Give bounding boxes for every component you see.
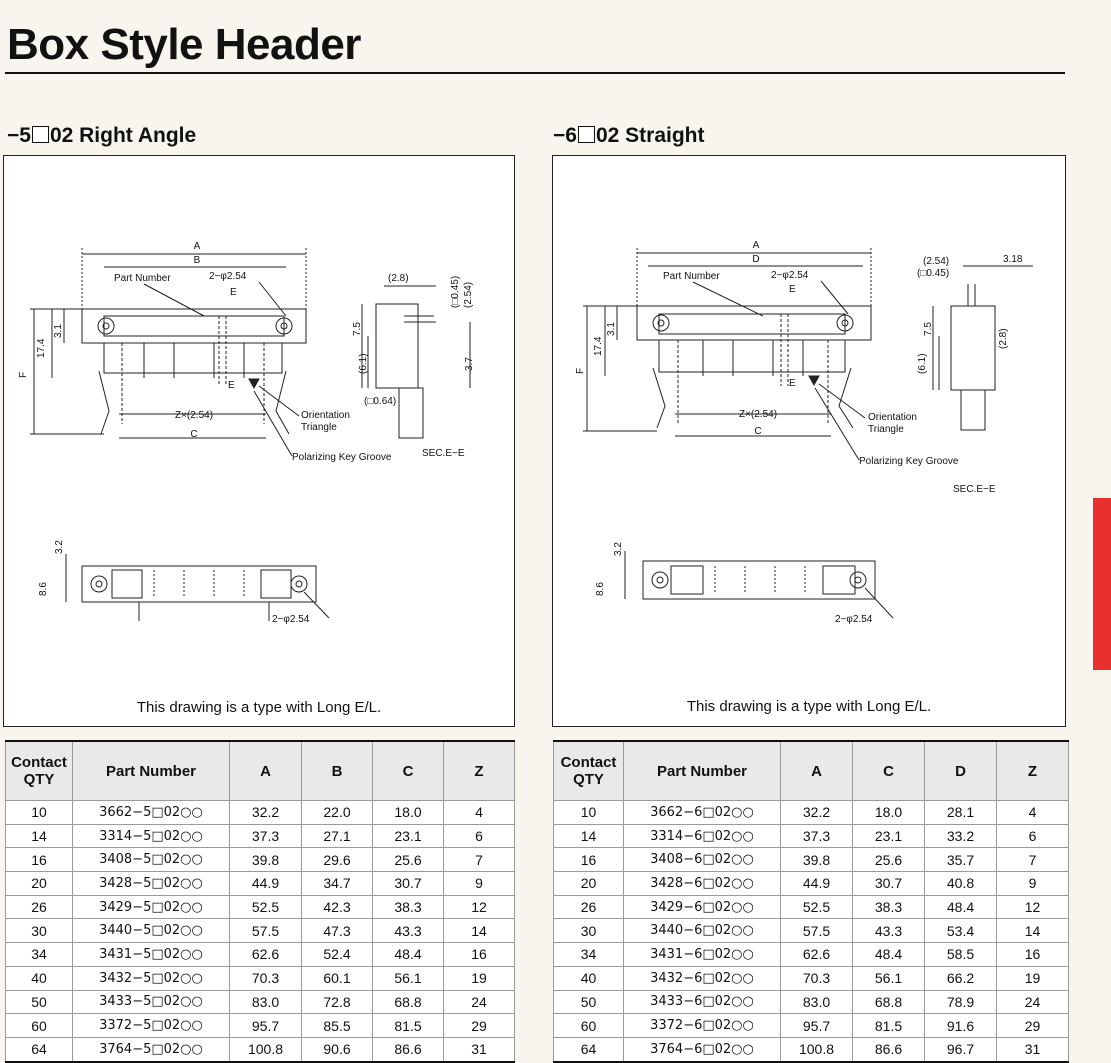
table-cell: 30 xyxy=(554,919,624,943)
table-cell: 38.3 xyxy=(853,895,925,919)
table-row xyxy=(554,990,1069,1014)
table-cell: 24 xyxy=(997,990,1069,1014)
dim-3-2-label: 3.2 xyxy=(613,542,624,556)
right-drawing-note: This drawing is a type with Long E/L. xyxy=(686,698,932,715)
col-header-contact-qty: Contact QTY xyxy=(554,741,624,801)
table-cell: 10 xyxy=(6,801,73,825)
table-cell: 19 xyxy=(997,966,1069,990)
table-cell: 12 xyxy=(997,895,1069,919)
left-section-title xyxy=(7,124,196,148)
table-cell: 70.3 xyxy=(230,966,302,990)
dim-17-4-label: 17.4 xyxy=(593,336,604,356)
table-cell: 18.0 xyxy=(373,801,444,825)
table-cell: 38.3 xyxy=(373,895,444,919)
table-cell: 64 xyxy=(554,1037,624,1061)
table-cell: 9 xyxy=(997,872,1069,896)
hole-callout: 2−φ2.54 xyxy=(771,270,809,281)
col-header-c: C xyxy=(373,741,444,801)
dim-3-1-label: 3.1 xyxy=(606,322,617,336)
table-cell: 60 xyxy=(6,1014,73,1038)
section-label: SEC.E−E xyxy=(953,484,996,495)
table-cell: 30.7 xyxy=(373,872,444,896)
dim-3-1-label: 3.1 xyxy=(53,324,64,338)
left-drawing-note: This drawing is a type with Long E/L. xyxy=(136,699,382,716)
table-cell: 96.7 xyxy=(925,1037,997,1061)
table-cell: 9 xyxy=(444,872,515,896)
table-cell: 12 xyxy=(444,895,515,919)
dim-3-18-label: 3.18 xyxy=(1003,254,1023,265)
table-cell: 40 xyxy=(6,966,73,990)
part-number-cell: 3372−6□02○○ xyxy=(624,1014,781,1038)
table-cell: 42.3 xyxy=(302,895,373,919)
table-cell: 95.7 xyxy=(230,1014,302,1038)
part-number-cell: 3432−6□02○○ xyxy=(624,966,781,990)
table-row xyxy=(6,895,515,919)
table-cell: 83.0 xyxy=(781,990,853,1014)
table-cell: 16 xyxy=(6,848,73,872)
dim-a-label: A xyxy=(752,240,760,251)
table-cell: 57.5 xyxy=(781,919,853,943)
blank-box-icon xyxy=(578,126,595,143)
left-drawing-panel xyxy=(3,155,515,727)
table-row xyxy=(6,990,515,1014)
part-number-cell: 3428−5□02○○ xyxy=(73,872,230,896)
table-row xyxy=(6,1037,515,1061)
part-number-cell: 3429−6□02○○ xyxy=(624,895,781,919)
dim-3-7-label: 3.7 xyxy=(464,357,475,371)
part-number-cell: 3431−6□02○○ xyxy=(624,943,781,967)
table-cell: 32.2 xyxy=(781,801,853,825)
table-cell: 10 xyxy=(554,801,624,825)
part-number-cell: 3433−6□02○○ xyxy=(624,990,781,1014)
triangle-label: Triangle xyxy=(301,422,337,433)
table-cell: 78.9 xyxy=(925,990,997,1014)
part-number-cell: 3314−6□02○○ xyxy=(624,824,781,848)
table-cell: 34 xyxy=(554,943,624,967)
table-cell: 48.4 xyxy=(925,895,997,919)
part-number-cell: 3662−5□02○○ xyxy=(73,801,230,825)
table-row xyxy=(554,895,1069,919)
dim-7-5-label: 7.5 xyxy=(923,322,934,336)
right-title-prefix: −6 xyxy=(553,124,577,147)
table-cell: 90.6 xyxy=(302,1037,373,1061)
table-row xyxy=(6,943,515,967)
table-cell: 40 xyxy=(554,966,624,990)
table-cell: 34.7 xyxy=(302,872,373,896)
part-number-cell: 3372−5□02○○ xyxy=(73,1014,230,1038)
table-cell: 31 xyxy=(997,1037,1069,1061)
part-number-cell: 3764−6□02○○ xyxy=(624,1037,781,1061)
dim-d-label: D xyxy=(752,254,760,265)
table-row xyxy=(554,1037,1069,1061)
table-cell: 31 xyxy=(444,1037,515,1061)
table-cell: 81.5 xyxy=(373,1014,444,1038)
table-cell: 33.2 xyxy=(925,824,997,848)
blank-box-icon xyxy=(32,126,49,143)
table-cell: 6 xyxy=(444,824,515,848)
table-cell: 26 xyxy=(6,895,73,919)
triangle-label: Triangle xyxy=(868,424,904,435)
table-cell: 7 xyxy=(997,848,1069,872)
table-cell: 70.3 xyxy=(781,966,853,990)
hole-callout: 2−φ2.54 xyxy=(209,271,247,282)
dim-2-8-label: (2.8) xyxy=(388,273,409,284)
part-number-cell: 3433−5□02○○ xyxy=(73,990,230,1014)
table-cell: 25.6 xyxy=(853,848,925,872)
table-row xyxy=(554,966,1069,990)
dim-e-label-top: E xyxy=(789,284,796,295)
table-cell: 4 xyxy=(997,801,1069,825)
part-number-cell: 3432−5□02○○ xyxy=(73,966,230,990)
table-cell: 100.8 xyxy=(781,1037,853,1061)
dim-254-label: (2.54) xyxy=(463,281,474,308)
table-row xyxy=(554,943,1069,967)
table-cell: 35.7 xyxy=(925,848,997,872)
left-title-suffix: 02 Right Angle xyxy=(49,124,197,147)
col-header-part-number: Part Number xyxy=(624,741,781,801)
table-cell: 52.5 xyxy=(230,895,302,919)
table-cell: 44.9 xyxy=(781,872,853,896)
table-cell: 64 xyxy=(6,1037,73,1061)
dim-254-label: (2.54) xyxy=(923,256,950,267)
table-cell: 72.8 xyxy=(302,990,373,1014)
dim-7-5-label: 7.5 xyxy=(352,322,363,336)
part-number-cell: 3440−6□02○○ xyxy=(624,919,781,943)
table-cell: 37.3 xyxy=(230,824,302,848)
table-row xyxy=(554,848,1069,872)
table-row xyxy=(6,848,515,872)
dim-064-label: (□0.64) xyxy=(364,396,397,407)
col-header-b: B xyxy=(302,741,373,801)
table-cell: 23.1 xyxy=(853,824,925,848)
table-row xyxy=(554,872,1069,896)
table-cell: 18.0 xyxy=(853,801,925,825)
key-groove-label: Polarizing Key Groove xyxy=(292,452,392,463)
table-cell: 68.8 xyxy=(853,990,925,1014)
dim-a-label: A xyxy=(193,241,201,252)
orientation-label: Orientation xyxy=(868,412,917,423)
table-cell: 60 xyxy=(554,1014,624,1038)
table-cell: 20 xyxy=(6,872,73,896)
table-cell: 16 xyxy=(444,943,515,967)
table-cell: 85.5 xyxy=(302,1014,373,1038)
table-cell: 52.4 xyxy=(302,943,373,967)
table-cell: 68.8 xyxy=(373,990,444,1014)
table-cell: 81.5 xyxy=(853,1014,925,1038)
table-cell: 24 xyxy=(444,990,515,1014)
col-header-a: A xyxy=(781,741,853,801)
dim-045-label: (□0.45) xyxy=(450,275,461,308)
table-cell: 56.1 xyxy=(373,966,444,990)
dim-c-label: C xyxy=(190,429,198,440)
part-number-cell: 3408−5□02○○ xyxy=(73,848,230,872)
table-row xyxy=(6,872,515,896)
table-cell: 57.5 xyxy=(230,919,302,943)
right-drawing-panel xyxy=(552,155,1066,727)
table-cell: 66.2 xyxy=(925,966,997,990)
table-cell: 25.6 xyxy=(373,848,444,872)
col-header-z: Z xyxy=(444,741,515,801)
table-cell: 4 xyxy=(444,801,515,825)
col-header-z: Z xyxy=(997,741,1069,801)
table-row xyxy=(6,919,515,943)
table-cell: 14 xyxy=(554,824,624,848)
table-cell: 16 xyxy=(997,943,1069,967)
table-cell: 50 xyxy=(6,990,73,1014)
table-cell: 34 xyxy=(6,943,73,967)
table-cell: 6 xyxy=(997,824,1069,848)
table-row xyxy=(554,1014,1069,1038)
table-cell: 14 xyxy=(997,919,1069,943)
section-color-tab xyxy=(1093,498,1111,670)
dim-6-1-label: (6.1) xyxy=(358,353,369,374)
table-cell: 48.4 xyxy=(853,943,925,967)
right-angle-drawing xyxy=(4,156,514,726)
bottom-hole-callout: 2−φ2.54 xyxy=(272,614,310,625)
table-cell: 29 xyxy=(997,1014,1069,1038)
col-header-a: A xyxy=(230,741,302,801)
part-number-cell: 3662−6□02○○ xyxy=(624,801,781,825)
dim-b-label: B xyxy=(193,255,201,266)
table-cell: 48.4 xyxy=(373,943,444,967)
table-cell: 27.1 xyxy=(302,824,373,848)
table-cell: 20 xyxy=(554,872,624,896)
part-number-cell: 3314−5□02○○ xyxy=(73,824,230,848)
dim-17-4-label: 17.4 xyxy=(36,338,47,358)
table-cell: 95.7 xyxy=(781,1014,853,1038)
right-angle-spec-table xyxy=(5,740,515,1063)
table-cell: 37.3 xyxy=(781,824,853,848)
part-number-callout: Part Number xyxy=(663,271,720,282)
part-number-cell: 3431−5□02○○ xyxy=(73,943,230,967)
table-cell: 29.6 xyxy=(302,848,373,872)
table-cell: 14 xyxy=(444,919,515,943)
table-cell: 16 xyxy=(554,848,624,872)
col-header-d: D xyxy=(925,741,997,801)
table-cell: 30.7 xyxy=(853,872,925,896)
table-cell: 26 xyxy=(554,895,624,919)
table-cell: 91.6 xyxy=(925,1014,997,1038)
col-header-c: C xyxy=(853,741,925,801)
table-cell: 50 xyxy=(554,990,624,1014)
straight-drawing xyxy=(553,156,1065,726)
table-row xyxy=(6,1014,515,1038)
table-cell: 44.9 xyxy=(230,872,302,896)
table-cell: 86.6 xyxy=(853,1037,925,1061)
dim-8-6-label: 8.6 xyxy=(38,582,49,596)
dim-e-label-top: E xyxy=(230,287,237,298)
right-title-suffix: 02 Straight xyxy=(595,124,705,147)
table-cell: 28.1 xyxy=(925,801,997,825)
table-cell: 60.1 xyxy=(302,966,373,990)
dim-c-label: C xyxy=(754,426,762,437)
left-title-prefix: −5 xyxy=(7,124,31,147)
part-number-cell: 3440−5□02○○ xyxy=(73,919,230,943)
table-row xyxy=(554,824,1069,848)
table-cell: 47.3 xyxy=(302,919,373,943)
dim-3-2-label: 3.2 xyxy=(54,540,65,554)
table-cell: 43.3 xyxy=(373,919,444,943)
col-header-contact-qty: Contact QTY xyxy=(6,741,73,801)
part-number-cell: 3429−5□02○○ xyxy=(73,895,230,919)
table-cell: 30 xyxy=(6,919,73,943)
table-cell: 7 xyxy=(444,848,515,872)
table-cell: 86.6 xyxy=(373,1037,444,1061)
table-row xyxy=(554,919,1069,943)
table-cell: 40.8 xyxy=(925,872,997,896)
table-cell: 32.2 xyxy=(230,801,302,825)
bottom-hole-callout: 2−φ2.54 xyxy=(835,614,873,625)
dim-f-label: F xyxy=(575,367,586,374)
table-cell: 43.3 xyxy=(853,919,925,943)
dim-e-label-bottom: E xyxy=(228,380,235,391)
pitch-label: Z×(2.54) xyxy=(174,410,214,421)
orientation-label: Orientation xyxy=(301,410,350,421)
table-cell: 22.0 xyxy=(302,801,373,825)
table-cell: 83.0 xyxy=(230,990,302,1014)
table-cell: 62.6 xyxy=(230,943,302,967)
section-label: SEC.E−E xyxy=(422,448,465,459)
dim-f-label: F xyxy=(18,371,29,378)
part-number-cell: 3428−6□02○○ xyxy=(624,872,781,896)
dim-045-label: (□0.45) xyxy=(917,268,950,279)
table-row xyxy=(6,801,515,825)
part-number-callout: Part Number xyxy=(114,273,171,284)
table-cell: 62.6 xyxy=(781,943,853,967)
table-cell: 52.5 xyxy=(781,895,853,919)
table-cell: 53.4 xyxy=(925,919,997,943)
table-cell: 39.8 xyxy=(230,848,302,872)
title-rule xyxy=(5,72,1065,74)
table-cell: 23.1 xyxy=(373,824,444,848)
table-cell: 56.1 xyxy=(853,966,925,990)
table-cell: 39.8 xyxy=(781,848,853,872)
table-row xyxy=(554,801,1069,825)
col-header-part-number: Part Number xyxy=(73,741,230,801)
straight-spec-table xyxy=(553,740,1069,1063)
right-section-title xyxy=(553,124,704,148)
dim-2-8-label: (2.8) xyxy=(998,328,1009,349)
table-cell: 100.8 xyxy=(230,1037,302,1061)
page-title: Box Style Header xyxy=(7,20,361,69)
table-row xyxy=(6,966,515,990)
dim-6-1-label: (6.1) xyxy=(917,353,928,374)
dim-8-6-label: 8.6 xyxy=(595,582,606,596)
part-number-cell: 3408−6□02○○ xyxy=(624,848,781,872)
table-cell: 29 xyxy=(444,1014,515,1038)
pitch-label: Z×(2.54) xyxy=(738,409,778,420)
key-groove-label: Polarizing Key Groove xyxy=(859,456,959,467)
table-cell: 19 xyxy=(444,966,515,990)
dim-e-label-bottom: E xyxy=(789,378,796,389)
table-cell: 14 xyxy=(6,824,73,848)
part-number-cell: 3764−5□02○○ xyxy=(73,1037,230,1061)
table-row xyxy=(6,824,515,848)
table-cell: 58.5 xyxy=(925,943,997,967)
